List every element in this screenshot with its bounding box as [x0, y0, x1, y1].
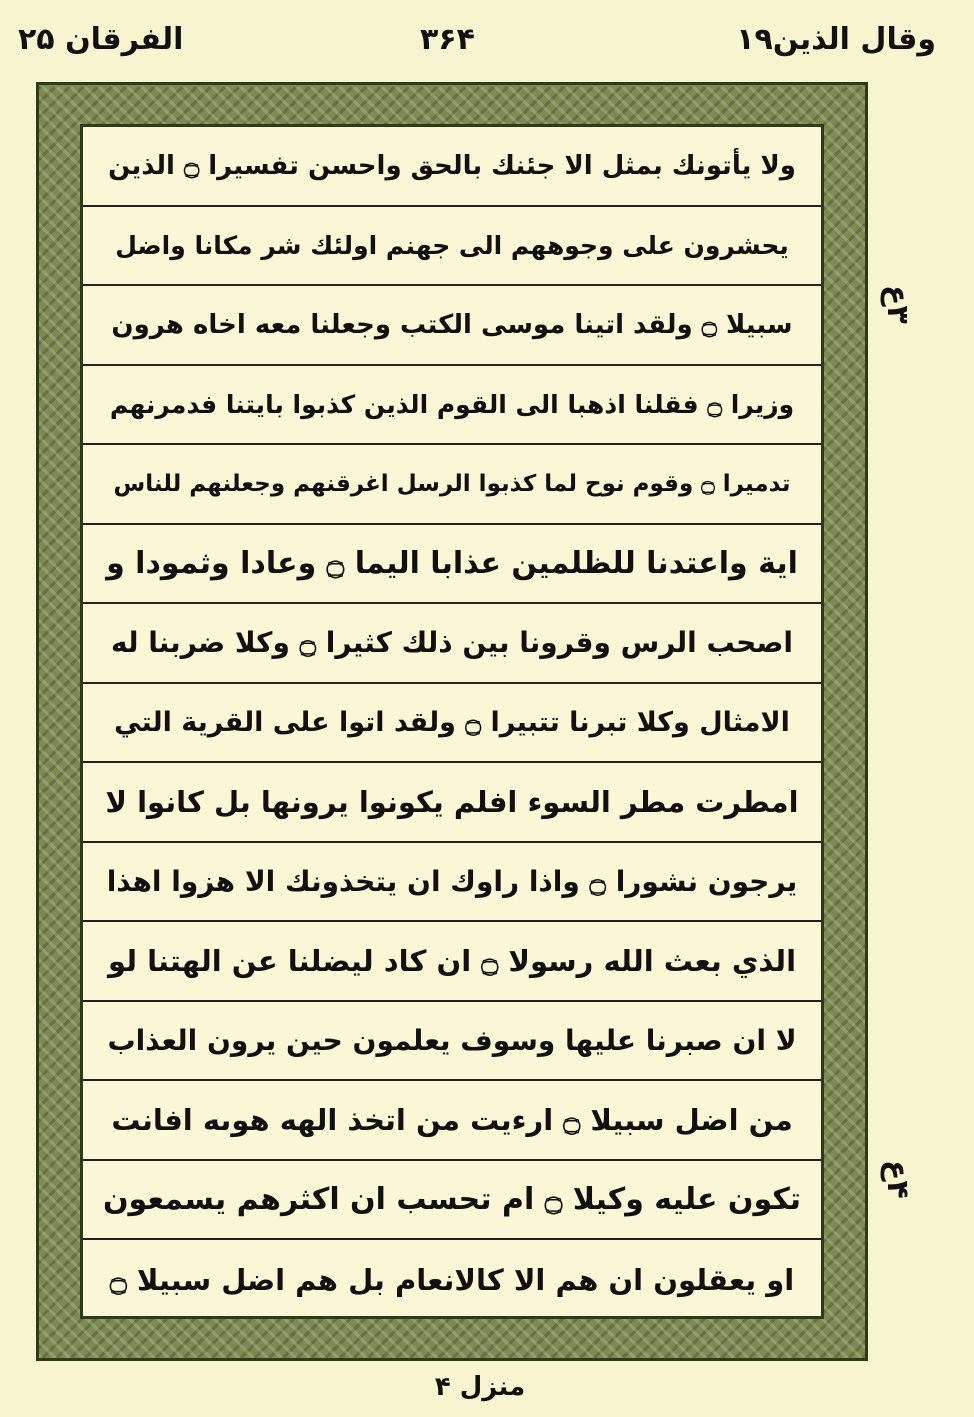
text-line: امطرت مطر السوء افلم يكونوا يرونها بل كانوا لا	[83, 763, 821, 843]
text-line: الذي بعث الله رسولا ۝ ان كاد ليضلنا عن الهتنا لو	[83, 922, 821, 1002]
text-line: وزيرا ۝ فقلنا اذهبا الى القوم الذين كذبوا بايتنا فدمرنهم	[83, 366, 821, 446]
manzil-label: منزل ۴	[434, 1372, 526, 1402]
text-line: يرجون نشورا ۝ واذا راوك ان يتخذونك الا هزوا اهذا	[83, 843, 821, 923]
text-line: الامثال وكلا تبرنا تتبيرا ۝ ولقد اتوا على القرية التي	[83, 684, 821, 764]
page-number: ۳۶۴	[420, 22, 475, 57]
text-line: يحشرون على وجوههم الى جهنم اولئك شر مكانا واضل	[83, 207, 821, 287]
page-header	[0, 0, 974, 75]
text-line: اصحب الرس وقرونا بين ذلك كثيرا ۝ وكلا ضربنا له	[83, 604, 821, 684]
text-line: اية واعتدنا للظلمين عذابا اليما ۝ وعادا وثمودا و	[83, 525, 821, 605]
ruku-marker: ۳ع	[880, 285, 915, 324]
text-line: ولا يأتونك بمثل الا جئنك بالحق واحسن تفسيرا ۝ الذين	[83, 127, 821, 207]
ruku-marker: ۴ع	[880, 1160, 915, 1199]
juz-name: وقال الذين۱۹	[736, 22, 936, 57]
text-line: لا ان صبرنا عليها وسوف يعلمون حين يرون العذاب	[83, 1002, 821, 1082]
text-line: من اضل سبيلا ۝ ارءيت من اتخذ الهه هوىه افانت	[83, 1081, 821, 1161]
text-line: تكون عليه وكيلا ۝ ام تحسب ان اكثرهم يسمعون	[83, 1161, 821, 1241]
surah-name: الفرقان ۲۵	[18, 22, 184, 57]
text-line: سبيلا ۝ ولقد اتينا موسى الكتب وجعلنا معه اخاه هرون	[83, 286, 821, 366]
text-line: تدميرا ۝ وقوم نوح لما كذبوا الرسل اغرقنهم وجعلنهم للناس	[83, 445, 821, 525]
text-block	[80, 124, 824, 1319]
text-line: او يعقلون ان هم الا كالانعام بل هم اضل سبيلا ۝	[109, 1262, 795, 1297]
